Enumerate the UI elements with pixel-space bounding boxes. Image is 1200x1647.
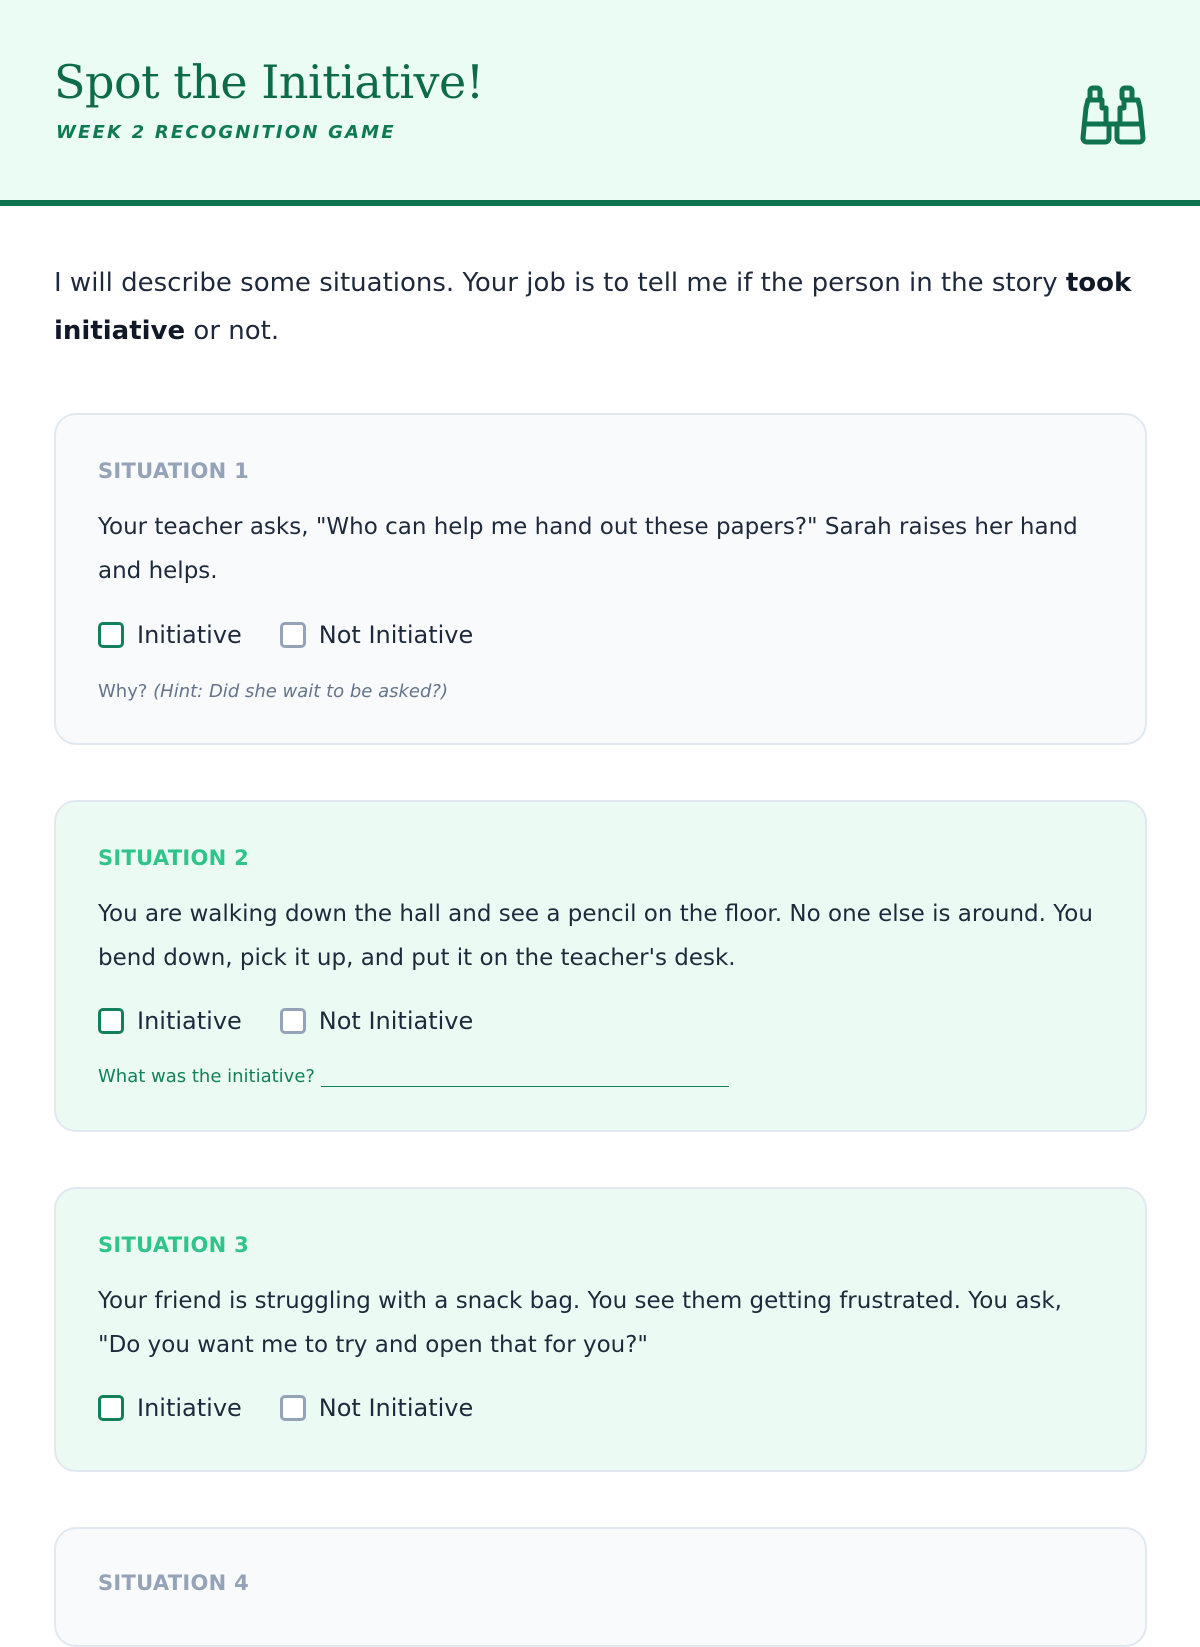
binoculars-icon bbox=[1080, 84, 1146, 146]
situation-card-2 bbox=[54, 800, 1147, 1132]
situation-text: Your friend is struggling with a snack bag. You see them getting frustrated. You ask, "Do you want me to try and open that for you?" bbox=[98, 1288, 1062, 1358]
situation-text: You are walking down the hall and see a pencil on the floor. No one else is around. You bend down, pick it up, and put it on the teacher's desk. bbox=[98, 901, 1093, 971]
checkbox-icon bbox=[280, 1008, 306, 1034]
hint-text: Why? (Hint: Did she wait to be asked?) bbox=[98, 681, 448, 702]
header bbox=[0, 0, 1200, 206]
not-initiative-checkbox[interactable]: Not Initiative bbox=[280, 1007, 473, 1035]
situation-card-1 bbox=[54, 413, 1147, 745]
answer-options bbox=[98, 1394, 511, 1422]
situation-label: SITUATION 2 bbox=[98, 846, 250, 870]
checkbox-icon bbox=[98, 1395, 124, 1421]
situation-label: SITUATION 4 bbox=[98, 1571, 250, 1595]
intro-text: I will describe some situations. Your job is to tell me if the person in the story took initiative or not. bbox=[54, 268, 1132, 346]
not-initiative-checkbox[interactable]: Not Initiative bbox=[280, 1394, 473, 1422]
answer-line[interactable] bbox=[321, 1071, 729, 1087]
answer-options bbox=[98, 621, 511, 649]
page-title: Spot the Initiative! bbox=[54, 55, 484, 109]
answer-prompt: What was the initiative? bbox=[98, 1066, 729, 1087]
answer-options bbox=[98, 1007, 511, 1035]
situation-card-3 bbox=[54, 1187, 1147, 1472]
situation-label: SITUATION 1 bbox=[98, 459, 250, 483]
initiative-checkbox[interactable]: Initiative bbox=[98, 621, 242, 649]
checkbox-icon bbox=[98, 1008, 124, 1034]
initiative-checkbox[interactable]: Initiative bbox=[98, 1394, 242, 1422]
situation-label: SITUATION 3 bbox=[98, 1233, 250, 1257]
initiative-checkbox[interactable]: Initiative bbox=[98, 1007, 242, 1035]
situation-card-4 bbox=[54, 1527, 1147, 1647]
page-subtitle: WEEK 2 RECOGNITION GAME bbox=[56, 122, 396, 143]
checkbox-icon bbox=[98, 622, 124, 648]
checkbox-icon bbox=[280, 1395, 306, 1421]
not-initiative-checkbox[interactable]: Not Initiative bbox=[280, 621, 473, 649]
checkbox-icon bbox=[280, 622, 306, 648]
situation-text: Your teacher asks, "Who can help me hand out these papers?" Sarah raises her hand and helps. bbox=[98, 514, 1078, 584]
intro-bold: took initiative bbox=[54, 268, 1132, 346]
